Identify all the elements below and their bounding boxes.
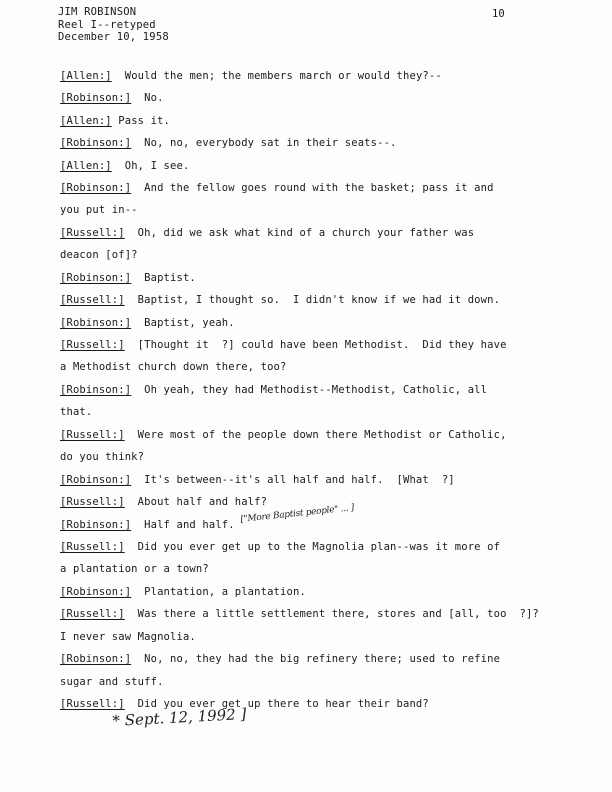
speaker-label: [Russell:] bbox=[60, 496, 125, 508]
line-text: do you think? bbox=[60, 451, 145, 463]
transcript-line bbox=[60, 406, 92, 418]
speaker-label: [Robinson:] bbox=[60, 384, 132, 396]
transcript-line bbox=[60, 294, 500, 306]
speaker-label: [Robinson:] bbox=[60, 519, 132, 531]
transcript-line bbox=[60, 361, 287, 373]
line-text: No. bbox=[131, 92, 164, 104]
page-number: 10 bbox=[492, 8, 505, 20]
interview-date: December 10, 1958 bbox=[58, 31, 169, 43]
transcript-line bbox=[60, 115, 170, 127]
line-text: Was there a little settlement there, stores and [all, too ?]? bbox=[124, 608, 539, 620]
speaker-label: [Allen:] bbox=[60, 160, 112, 172]
handwritten-date-note: * Sept. 12, 1992 ] bbox=[112, 704, 247, 730]
line-text: Half and half. bbox=[131, 519, 235, 531]
transcript-line bbox=[60, 317, 235, 329]
line-text: a plantation or a town? bbox=[60, 563, 209, 575]
transcript-line bbox=[60, 474, 455, 486]
transcript-line bbox=[60, 563, 209, 575]
speaker-label: [Russell:] bbox=[60, 294, 125, 306]
line-text: Baptist. bbox=[131, 272, 196, 284]
line-text: Were most of the people down there Methodist or Catholic, bbox=[124, 429, 507, 441]
transcript-line bbox=[60, 227, 474, 239]
speaker-label: [Allen:] bbox=[60, 115, 112, 127]
transcript-line bbox=[60, 249, 138, 261]
line-text: Oh yeah, they had Methodist--Methodist, Catholic, all bbox=[131, 384, 488, 396]
line-text: No, no, everybody sat in their seats--. bbox=[131, 137, 397, 149]
speaker-label: [Allen:] bbox=[60, 70, 112, 82]
line-text: Plantation, a plantation. bbox=[131, 586, 306, 598]
handwritten-insert-note: ["More Baptist people" ... ] bbox=[240, 503, 355, 525]
interviewee-name: JIM ROBINSON bbox=[58, 6, 137, 18]
line-text: Did you ever get up there to hear their band? bbox=[124, 698, 429, 710]
line-text: Oh, did we ask what kind of a church your father was bbox=[124, 227, 475, 239]
speaker-label: [Russell:] bbox=[60, 541, 125, 553]
speaker-label: [Robinson:] bbox=[60, 92, 132, 104]
line-text: deacon [of]? bbox=[60, 249, 138, 261]
transcript-line bbox=[60, 182, 494, 194]
line-text: Baptist, yeah. bbox=[131, 317, 235, 329]
transcript-line bbox=[60, 160, 189, 172]
transcript-line bbox=[60, 698, 429, 710]
transcript-line bbox=[60, 92, 164, 104]
speaker-label: [Russell:] bbox=[60, 429, 125, 441]
speaker-label: [Robinson:] bbox=[60, 317, 132, 329]
transcript-line bbox=[60, 272, 196, 284]
line-text: It's between--it's all half and half. [What ?] bbox=[131, 474, 455, 486]
line-text: you put in-- bbox=[60, 204, 138, 216]
line-text: sugar and stuff. bbox=[60, 676, 164, 688]
line-text: a Methodist church down there, too? bbox=[60, 361, 287, 373]
speaker-label: [Robinson:] bbox=[60, 474, 132, 486]
speaker-label: [Russell:] bbox=[60, 227, 125, 239]
line-text: Did you ever get up to the Magnolia plan--was it more of bbox=[124, 541, 501, 553]
line-text: I never saw Magnolia. bbox=[60, 631, 196, 643]
transcript-line bbox=[60, 204, 138, 216]
line-text: Would the men; the members march or would they?-- bbox=[111, 70, 442, 82]
line-text: that. bbox=[60, 406, 93, 418]
transcript-line bbox=[60, 608, 539, 620]
line-text: Pass it. bbox=[111, 115, 171, 127]
line-text: Baptist, I thought so. I didn't know if we had it down. bbox=[124, 294, 501, 306]
transcript-line bbox=[60, 676, 164, 688]
transcript-line bbox=[60, 653, 500, 665]
line-text: About half and half? bbox=[124, 496, 268, 508]
transcript-line bbox=[60, 631, 196, 643]
speaker-label: [Robinson:] bbox=[60, 586, 132, 598]
transcript-line bbox=[60, 429, 507, 441]
line-text: Oh, I see. bbox=[111, 160, 190, 172]
speaker-label: [Russell:] bbox=[60, 698, 125, 710]
transcript-line bbox=[60, 519, 235, 531]
transcript-line bbox=[60, 496, 267, 508]
transcript-line bbox=[60, 451, 144, 463]
speaker-label: [Russell:] bbox=[60, 339, 125, 351]
speaker-label: [Robinson:] bbox=[60, 272, 132, 284]
transcript-line bbox=[60, 137, 397, 149]
line-text: No, no, they had the big refinery there; used to refine bbox=[131, 653, 501, 665]
reel-label: Reel I--retyped bbox=[58, 18, 156, 31]
transcript-line bbox=[60, 586, 306, 598]
line-text: And the fellow goes round with the basket; pass it and bbox=[131, 182, 494, 194]
transcript-line bbox=[60, 384, 487, 396]
speaker-label: [Robinson:] bbox=[60, 182, 132, 194]
transcript-line bbox=[60, 70, 442, 82]
speaker-label: [Robinson:] bbox=[60, 653, 132, 665]
speaker-label: [Robinson:] bbox=[60, 137, 132, 149]
document-header bbox=[58, 6, 169, 44]
speaker-label: [Russell:] bbox=[60, 608, 125, 620]
transcript-line bbox=[60, 339, 507, 351]
transcript-line bbox=[60, 541, 500, 553]
line-text: [Thought it ?] could have been Methodist. Did they have bbox=[124, 339, 507, 351]
